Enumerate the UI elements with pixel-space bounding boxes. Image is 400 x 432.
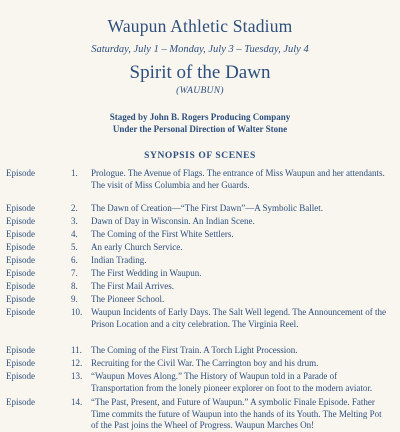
episode-number: 4. bbox=[71, 229, 78, 239]
episode-label: Episode bbox=[6, 307, 35, 317]
episode-label: Episode bbox=[6, 281, 35, 291]
episode-label: Episode bbox=[6, 345, 35, 355]
venue-title: Waupun Athletic Stadium bbox=[107, 16, 293, 36]
pageant-title: Spirit of the Dawn bbox=[129, 62, 271, 83]
event-dates: Saturday, July 1 – Monday, July 3 – Tuesday, July 4 bbox=[91, 44, 309, 55]
staged-by: Staged by John B. Rogers Producing Company bbox=[109, 112, 291, 122]
episode-text: The First Mail Arrives. bbox=[91, 281, 174, 291]
episode-label: Episode bbox=[6, 216, 35, 226]
episode-number: 12. bbox=[71, 358, 83, 368]
episode-text: The Dawn of Creation—“The First Dawn”—A Symbolic Ballet. bbox=[91, 203, 323, 213]
episode-text: The First Wedding in Waupun. bbox=[91, 268, 202, 278]
episode-number: 5. bbox=[71, 242, 78, 252]
episode-text: Waupun Incidents of Early Days. The Salt Well legend. The Announcement of the Prison Location and a city celebration. The Virginia Reel. bbox=[91, 307, 386, 329]
pageant-subtitle: (WAUBUN) bbox=[176, 86, 224, 96]
episode-number: 2. bbox=[71, 203, 78, 213]
episode-number: 3. bbox=[71, 216, 78, 226]
episode-text: The Coming of the First White Settlers. bbox=[91, 229, 234, 239]
episode-label: Episode bbox=[6, 397, 35, 407]
episode-label: Episode bbox=[6, 294, 35, 304]
episode-text: The Coming of the First Train. A Torch Light Procession. bbox=[91, 345, 298, 355]
episode-number: 6. bbox=[71, 255, 78, 265]
episode-label: Episode bbox=[6, 242, 35, 252]
episode-number: 13. bbox=[71, 371, 83, 381]
episode-text: Dawn of Day in Wisconsin. An Indian Scene. bbox=[91, 216, 255, 226]
episode-text: Prologue. The Avenue of Flags. The entrance of Miss Waupun and her attendants. The visit of Miss Columbia and her Guards. bbox=[91, 168, 385, 190]
episode-number: 7. bbox=[71, 268, 78, 278]
episode-label: Episode bbox=[6, 203, 35, 213]
episode-label: Episode bbox=[6, 168, 35, 178]
episode-label: Episode bbox=[6, 371, 35, 381]
episode-number: 8. bbox=[71, 281, 78, 291]
episode-number: 11. bbox=[71, 345, 82, 355]
episode-text: Recruiting for the Civil War. The Carrington boy and his drum. bbox=[91, 358, 319, 368]
episode-label: Episode bbox=[6, 268, 35, 278]
synopsis-heading: SYNOPSIS OF SCENES bbox=[144, 151, 256, 161]
episode-text: Indian Trading. bbox=[91, 255, 147, 265]
episode-label: Episode bbox=[6, 229, 35, 239]
episode-label: Episode bbox=[6, 255, 35, 265]
episode-text: The Pioneer School. bbox=[91, 294, 165, 304]
episode-text: “The Past, Present, and Future of Waupun.” A symbolic Finale Episode. Father Time commits the future of Waupun into the hands of its Youth. The Melting Pot of the Past joins the Wheel of Progress. Waupun Marches On! bbox=[91, 397, 382, 430]
episode-number: 9. bbox=[71, 294, 78, 304]
episode-number: 1. bbox=[71, 168, 78, 178]
episode-number: 10. bbox=[71, 307, 83, 317]
episode-text: An early Church Service. bbox=[91, 242, 183, 252]
episode-text: “Waupun Moves Along.” The History of Waupun told in a Parade of Transportation from the lonely pioneer explorer on foot to the modern aviator. bbox=[91, 371, 373, 393]
direction-credit: Under the Personal Direction of Walter Stone bbox=[112, 124, 288, 134]
episode-number: 14. bbox=[71, 397, 83, 407]
episode-label: Episode bbox=[6, 358, 35, 368]
